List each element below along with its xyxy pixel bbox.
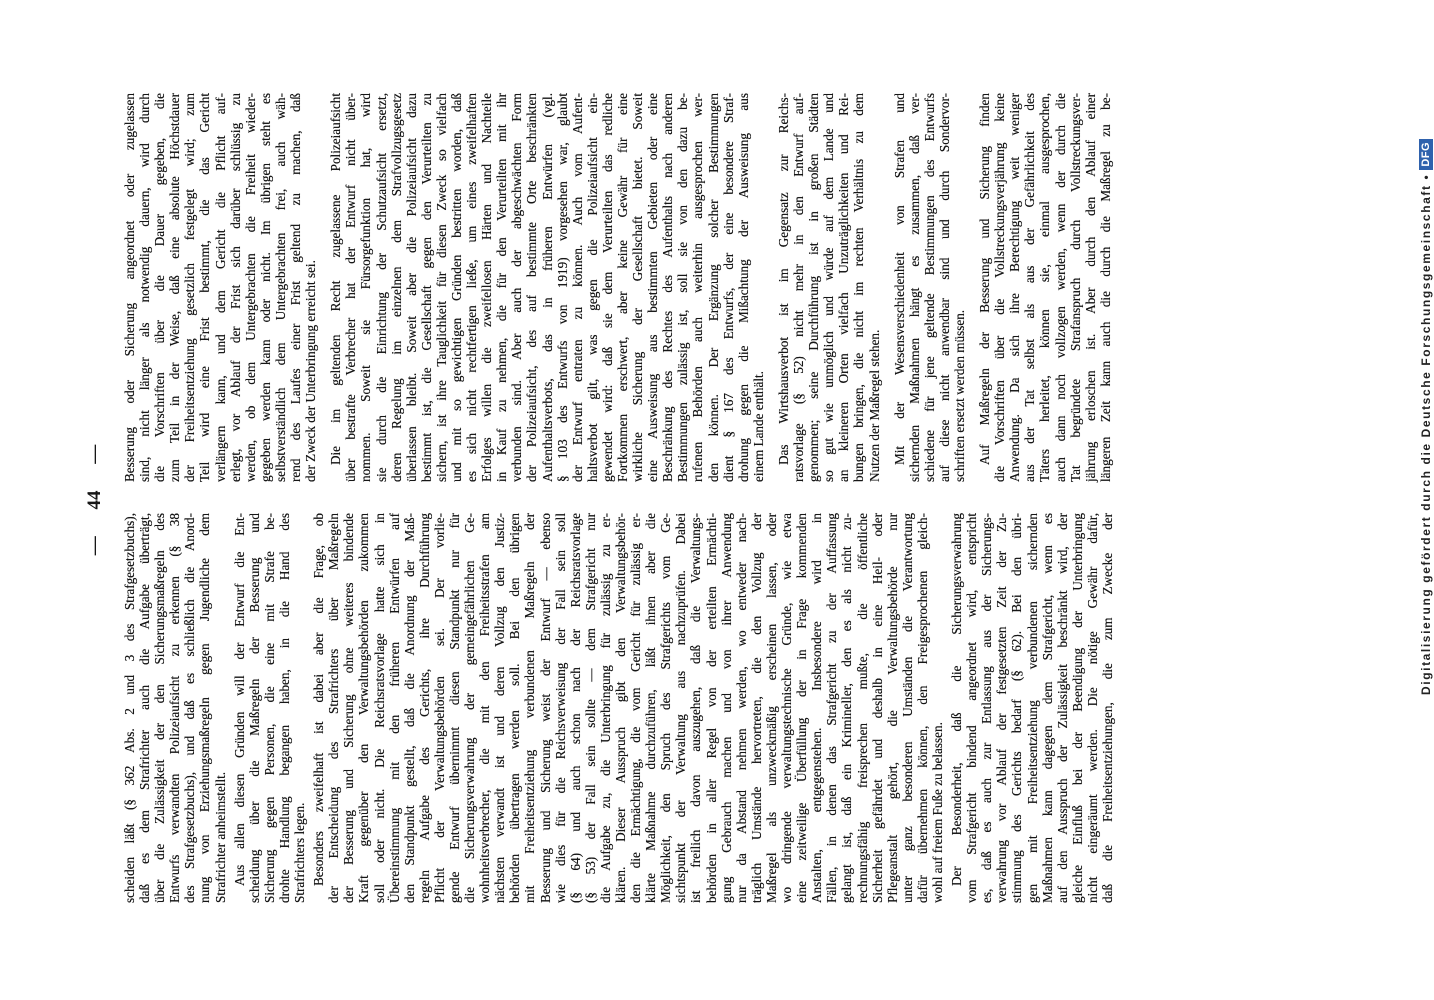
text-line: klären. Dieser Ausspruch gibt den Verwaltungsbehör- — [613, 513, 628, 903]
text-line: überlassen bleibt. Soweit aber die Polizeiaufsicht dazu — [403, 93, 419, 482]
text-line: die Sicherungsverwahrung der gemeingefährlichen Ge- — [462, 513, 478, 903]
text-line: der Freiheitsentziehung gesetzlich festgelegt wird; zum — [182, 93, 198, 482]
text-line: Tat begründete Strafanspruch durch Vollstreckungsver- — [1067, 93, 1083, 482]
paragraph — [949, 513, 1115, 903]
text-line: wie dies für die Reichsverweisung der Fall sein soll — [552, 513, 568, 903]
text-line: stimmung des Gerichts bedarf (§ 62). Bei den übri- — [1009, 513, 1025, 903]
text-line: Täters herleitet, können sie, einmal ausgesprochen, — [1037, 93, 1053, 482]
text-line: Kraft gegenüber den Verwaltungsbehörden zukommen — [356, 513, 372, 903]
text-line: werden, ob dem Untergebrachten die Freiheit wieder- — [242, 93, 258, 482]
text-line: es sich nicht rechtfertigen ließe, um eines zweifelhaften — [464, 93, 480, 482]
text-line: und mit so gewichtigen Gründen bestritten worden, daß — [448, 93, 464, 482]
text-line: sie durch die Einrichtung der Schutzaufsicht ersetzt, — [373, 93, 389, 482]
text-line: verlängern kann, und dem Gericht die Pflicht auf- — [212, 93, 228, 482]
text-line: nung von Erziehungsmaßregeln gegen Jugendliche dem — [197, 513, 213, 903]
text-line: Sicherung gegen Personen, die eine mit Strafe be- — [261, 513, 277, 903]
paragraph — [311, 513, 945, 903]
text-line: in Kauf zu nehmen, die für den Verurteilten mit ihr — [494, 93, 510, 482]
text-line: Besserung oder Sicherung angeordnet oder zugelassen — [122, 93, 137, 482]
text-line: gegeben werden kann oder nicht. Im übrigen steht es — [257, 93, 273, 482]
text-line: regeln Aufgabe des Gerichts, ihre Durchführung — [416, 513, 432, 903]
text-line: rend des Laufes einer Frist geltend zu machen, daß — [288, 93, 304, 482]
text-line: Entwurfs verwandten Polizeiaufsicht zu erkennen (§ 38 — [167, 513, 183, 903]
text-line: haltsverbot gilt, was gegen die Polizeiaufsicht ein- — [584, 93, 600, 482]
text-line: die Vorschriften über die Dauer gegeben, die — [152, 93, 168, 482]
text-line: es, daß es auch zur Entlassung aus der Sicherungs- — [979, 513, 995, 903]
text-line: Fortkommen erschwert, aber keine Gewähr für eine — [615, 93, 630, 482]
text-line: soll oder nicht. Die Reichsratsvorlage hatte sich in — [371, 513, 387, 903]
text-line: Möglichkeit, den Spruch des Strafgerichts vom Ge- — [658, 513, 674, 903]
text-line: bungen bringen, die nicht im rechten Verhältnis zu dem — [851, 93, 867, 482]
text-line: Pflicht der Verwaltungsbehörden sei. Der vorlie- — [431, 513, 447, 903]
text-line: schriften ersetzt werden müssen. — [951, 309, 967, 482]
text-line: schiedene für jene geltende Bestimmungen des Entwurfs — [921, 93, 937, 482]
text-line: nächsten verwandt ist und deren Vollzug den Justiz- — [492, 513, 508, 903]
text-line: Die im geltenden Recht zugelassene Polizeiaufsicht — [328, 93, 344, 465]
text-line: klärte Maßnahme durchzuführen, läßt ihnen aber die — [643, 513, 659, 903]
text-line: sind, nicht länger als notwendig dauern, wird durch — [137, 93, 153, 482]
text-line: gelangt ist, daß ein Krimineller, den es als nicht zu- — [839, 513, 855, 903]
text-line: Pflegeanstalt gehört, die Verwaltungsbehörde nur — [884, 513, 900, 903]
paragraph — [122, 513, 228, 903]
text-line: sichtspunkt der Verwaltung aus nachzuprüfen. Dabei — [673, 513, 689, 903]
text-line: Besonders zweifelhaft ist dabei aber die Frage, ob — [311, 513, 327, 886]
text-line: Bestimmungen zulässig ist, soll sie von den dazu be- — [675, 93, 691, 482]
text-line: nommen. Soweit sie Fürsorgefunktion hat, wird — [358, 93, 374, 482]
text-line: wo dringende verwaltungstechnische Gründe, wie etwa — [779, 513, 795, 903]
text-line: träglich Umstände hervortreten, die den Vollzug der — [748, 513, 764, 903]
text-line: Anwendung. Da sich ihre Berechtigung weit weniger — [1007, 93, 1023, 482]
text-line: gen mit Freiheitsentziehung verbundenen sichernden — [1024, 513, 1040, 903]
text-line: Das Wirtshausverbot ist im Gegensatz zur Reichs- — [775, 93, 791, 465]
text-line: Fällen, in denen das Strafgericht zu der Auffassung — [824, 513, 840, 903]
text-line: verbunden sind. Aber auch der abgeschwächten Form — [509, 93, 525, 482]
text-line: die Aufgabe zu, die Unterbringung für zulässig zu er- — [597, 513, 613, 903]
text-line: rufenen Behörden auch weiterhin ausgesprochen wer- — [690, 93, 706, 482]
text-line: den können. Der Ergänzung solcher Bestimmungen — [705, 93, 721, 482]
text-line: über die Zulässigkeit der den Sicherungsmaßregeln des — [152, 513, 168, 903]
text-line: scheidung über die Maßregeln der Besserung und — [246, 513, 262, 903]
text-line: dafür übernehmen können, den Freigesprochenen gleich- — [914, 513, 930, 903]
credit-text: Digitalisierung gefördert durch die Deutsche Forschungsgemeinschaft • — [1419, 173, 1433, 695]
text-line: die Vorschriften über die Vollstreckungsverjährung keine — [992, 93, 1008, 482]
text-line: der Entwurf entraten zu können. Auch vom Aufent- — [569, 93, 585, 482]
text-line: ratsvorlage (§ 52) nicht mehr in den Entwurf auf- — [791, 93, 807, 482]
text-line: der Besserung und Sicherung ohne weiteres bindende — [341, 513, 357, 903]
text-line: Sicherheit gefährdet und deshalb in eine Heil- oder — [869, 513, 885, 903]
text-line: aus der Tat selbst als aus der Gefährlichkeit des — [1022, 93, 1038, 482]
text-line: behörden in aller Regel von der erteilten Ermächti- — [703, 513, 719, 903]
text-line: wohl auf freiem Fuße zu belassen. — [929, 722, 945, 903]
text-line: gleiche Einfluß bei der Beendigung der Unterbringung — [1069, 513, 1085, 903]
text-line: Auf Maßregeln der Besserung und Sicherung finden — [977, 93, 993, 465]
text-line: scheiden läßt (§ 362 Abs. 2 und 3 des Strafgesetzbuchs), — [122, 513, 137, 903]
text-line: des Strafgesetzbuchs), und daß es schließlich die Anord- — [182, 513, 198, 903]
text-line: Anstalten, entgegenstehen. Insbesondere wird in — [809, 513, 825, 903]
text-line: (§ 64) und auch schon nach der Reichsratsvorlage — [567, 513, 583, 903]
paragraph — [776, 93, 882, 482]
text-line: Übereinstimmung mit den früheren Entwürfen auf — [386, 513, 402, 903]
text-line: Der Besonderheit, daß die Sicherungsverwahrung — [949, 513, 965, 886]
text-line: den die Ermächtigung, die vom Gericht für zulässig er- — [628, 513, 644, 903]
text-line: Beschränkung des Rechtes des Aufenthalts nach anderen — [660, 93, 676, 482]
text-line: nicht eingeräumt werden. Die nötige Gewähr dafür, — [1084, 513, 1100, 903]
text-line: auch dann noch vollzogen werden, wenn der durch die — [1052, 93, 1068, 482]
paragraph — [977, 93, 1113, 482]
text-line: zum Teil in der Weise, daß eine absolute Höchstdauer — [167, 93, 183, 482]
text-line: Strafrichters legen. — [292, 802, 308, 903]
paragraph — [232, 513, 307, 903]
text-line: bestimmt ist, die Gesellschaft gegen den Verurteilten zu — [418, 93, 434, 482]
text-line: daß die Freiheitsentziehungen, die zum Zwecke der — [1100, 513, 1115, 903]
text-line: längeren Zeit kann auch die durch die Maßregel zu be- — [1097, 93, 1113, 482]
left-text-column — [122, 513, 1115, 903]
text-line: drohte Handlung begangen haben, in die Hand des — [276, 513, 292, 903]
text-line: daß es dem Strafrichter auch die Aufgabe überträgt, — [137, 513, 153, 903]
text-line: der Entscheidung des Strafrichters über Maßregeln — [326, 513, 342, 903]
text-line: dient § 167 des Entwurfs, der eine besondere Straf- — [720, 93, 736, 482]
text-line: Mit der Wesensverschiedenheit von Strafen und — [891, 93, 907, 465]
text-line: Maßregel als unzweckmäßig erscheinen lassen, oder — [763, 513, 779, 903]
text-line: drohung gegen die Mißachtung der Ausweisung aus — [735, 93, 751, 482]
text-line: den Standpunkt gestellt, daß die Anordnung der Maß- — [401, 513, 417, 903]
text-line: wirkliche Sicherung der Gesellschaft bietet. Soweit — [630, 93, 646, 482]
text-line: Maßnahmen kann dagegen dem Strafgericht, wenn es — [1039, 513, 1055, 903]
text-line: auf den Ausspruch der Zulässigkeit beschränkt wird, der — [1054, 513, 1070, 903]
text-line: so gut wie unmöglich und würde auf dem Lande und — [821, 93, 837, 482]
text-line: gung Gebrauch machen und von ihrer Anwendung — [718, 513, 734, 903]
dfg-logo-icon: DFG — [1419, 139, 1433, 170]
text-line: sichernden Maßnahmen hängt es zusammen, daß ver- — [906, 93, 922, 482]
paragraph — [892, 93, 967, 482]
text-line: Strafrichter anheimstellt. — [212, 771, 228, 903]
text-line: Erfolges willen die zweifellosen Härten und Nachteile — [479, 93, 495, 482]
text-line: behörden übertragen werden soll. Bei den übrigen — [507, 513, 523, 903]
page-number: — 44 — — [84, 444, 105, 556]
text-line: einem Lande enthält. — [750, 371, 766, 482]
text-line: wohnheitsverbrecher, die mit den Freiheitsstrafen am — [477, 513, 493, 903]
text-line: § 103 des Entwurfs von 1919) vorgesehen war, glaubt — [554, 93, 570, 482]
text-line: Nutzen der Maßregel stehen. — [866, 329, 882, 482]
paragraph — [328, 93, 766, 482]
text-line: der Polizeiaufsicht, des auf bestimmte Orte beschränkten — [524, 93, 540, 482]
text-line: Aufenthaltsverbots, das in früheren Entwürfen (vgl. — [539, 93, 555, 482]
text-line: gende Entwurf übernimmt diesen Standpunkt nur für — [446, 513, 462, 903]
text-line: verwahrung vor Ablauf der festgesetzten Zeit der Zu- — [994, 513, 1010, 903]
text-line: vom Strafgericht bindend angeordnet wird, entspricht — [964, 513, 980, 903]
text-line: deren Regelung im einzelnen dem Strafvollzugsgesetz — [388, 93, 404, 482]
text-line: der Zweck der Unterbringung erreicht sei. — [303, 260, 319, 482]
text-line: mit Freiheitsentziehung verbundenen Maßregeln der — [522, 513, 538, 903]
right-text-column — [122, 93, 1113, 482]
text-line: nur da Abstand nehmen werden, wo entweder nach- — [733, 513, 749, 903]
text-line: Aus allen diesen Gründen will der Entwurf die Ent- — [231, 513, 247, 886]
text-line: über bestrafte Verbrecher hat der Entwurf nicht über- — [343, 93, 359, 482]
text-line: jährung erloschen ist. Aber durch den Ablauf einer — [1082, 93, 1098, 482]
text-line: erlegt, vor Ablauf der Frist sich darüber schlüssig zu — [227, 93, 243, 482]
text-line: an kleineren Orten vielfach Unzuträglichkeiten und Rei- — [836, 93, 852, 482]
text-line: Besserung und Sicherung weist der Entwurf — ebenso — [537, 513, 553, 903]
text-line: ist freilich davon auszugehen, daß die Verwaltungs- — [688, 513, 704, 903]
text-line: eine Ausweisung aus bestimmten Gebieten oder eine — [645, 93, 661, 482]
text-line: sichern, ist ihre Tauglichkeit für diesen Zweck so vielfach — [433, 93, 449, 482]
text-line: (§ 53) der Fall sein sollte — dem Strafgericht nur — [582, 513, 598, 903]
text-line: rechnungsfähig freisprechen mußte, die öffentliche — [854, 513, 870, 903]
text-line: genommen; seine Durchführung ist in großen Städten — [806, 93, 822, 482]
paragraph — [122, 93, 318, 482]
text-line: unter ganz besonderen Umständen die Verantwortung — [899, 513, 915, 903]
text-line: auf diese nicht anwendbar sind und durch Sondervor- — [936, 93, 952, 482]
text-line: selbstverständlich dem Untergebrachten frei, auch wäh- — [272, 93, 288, 482]
text-line: eine zeitweilige Überfüllung der in Frage kommenden — [794, 513, 810, 903]
text-line: Teil wird eine Frist bestimmt, die das Gericht — [197, 93, 213, 482]
digitization-credit — [1418, 5, 1434, 695]
text-line: gewendet wird: daß sie dem Verurteilten das redliche — [599, 93, 615, 482]
